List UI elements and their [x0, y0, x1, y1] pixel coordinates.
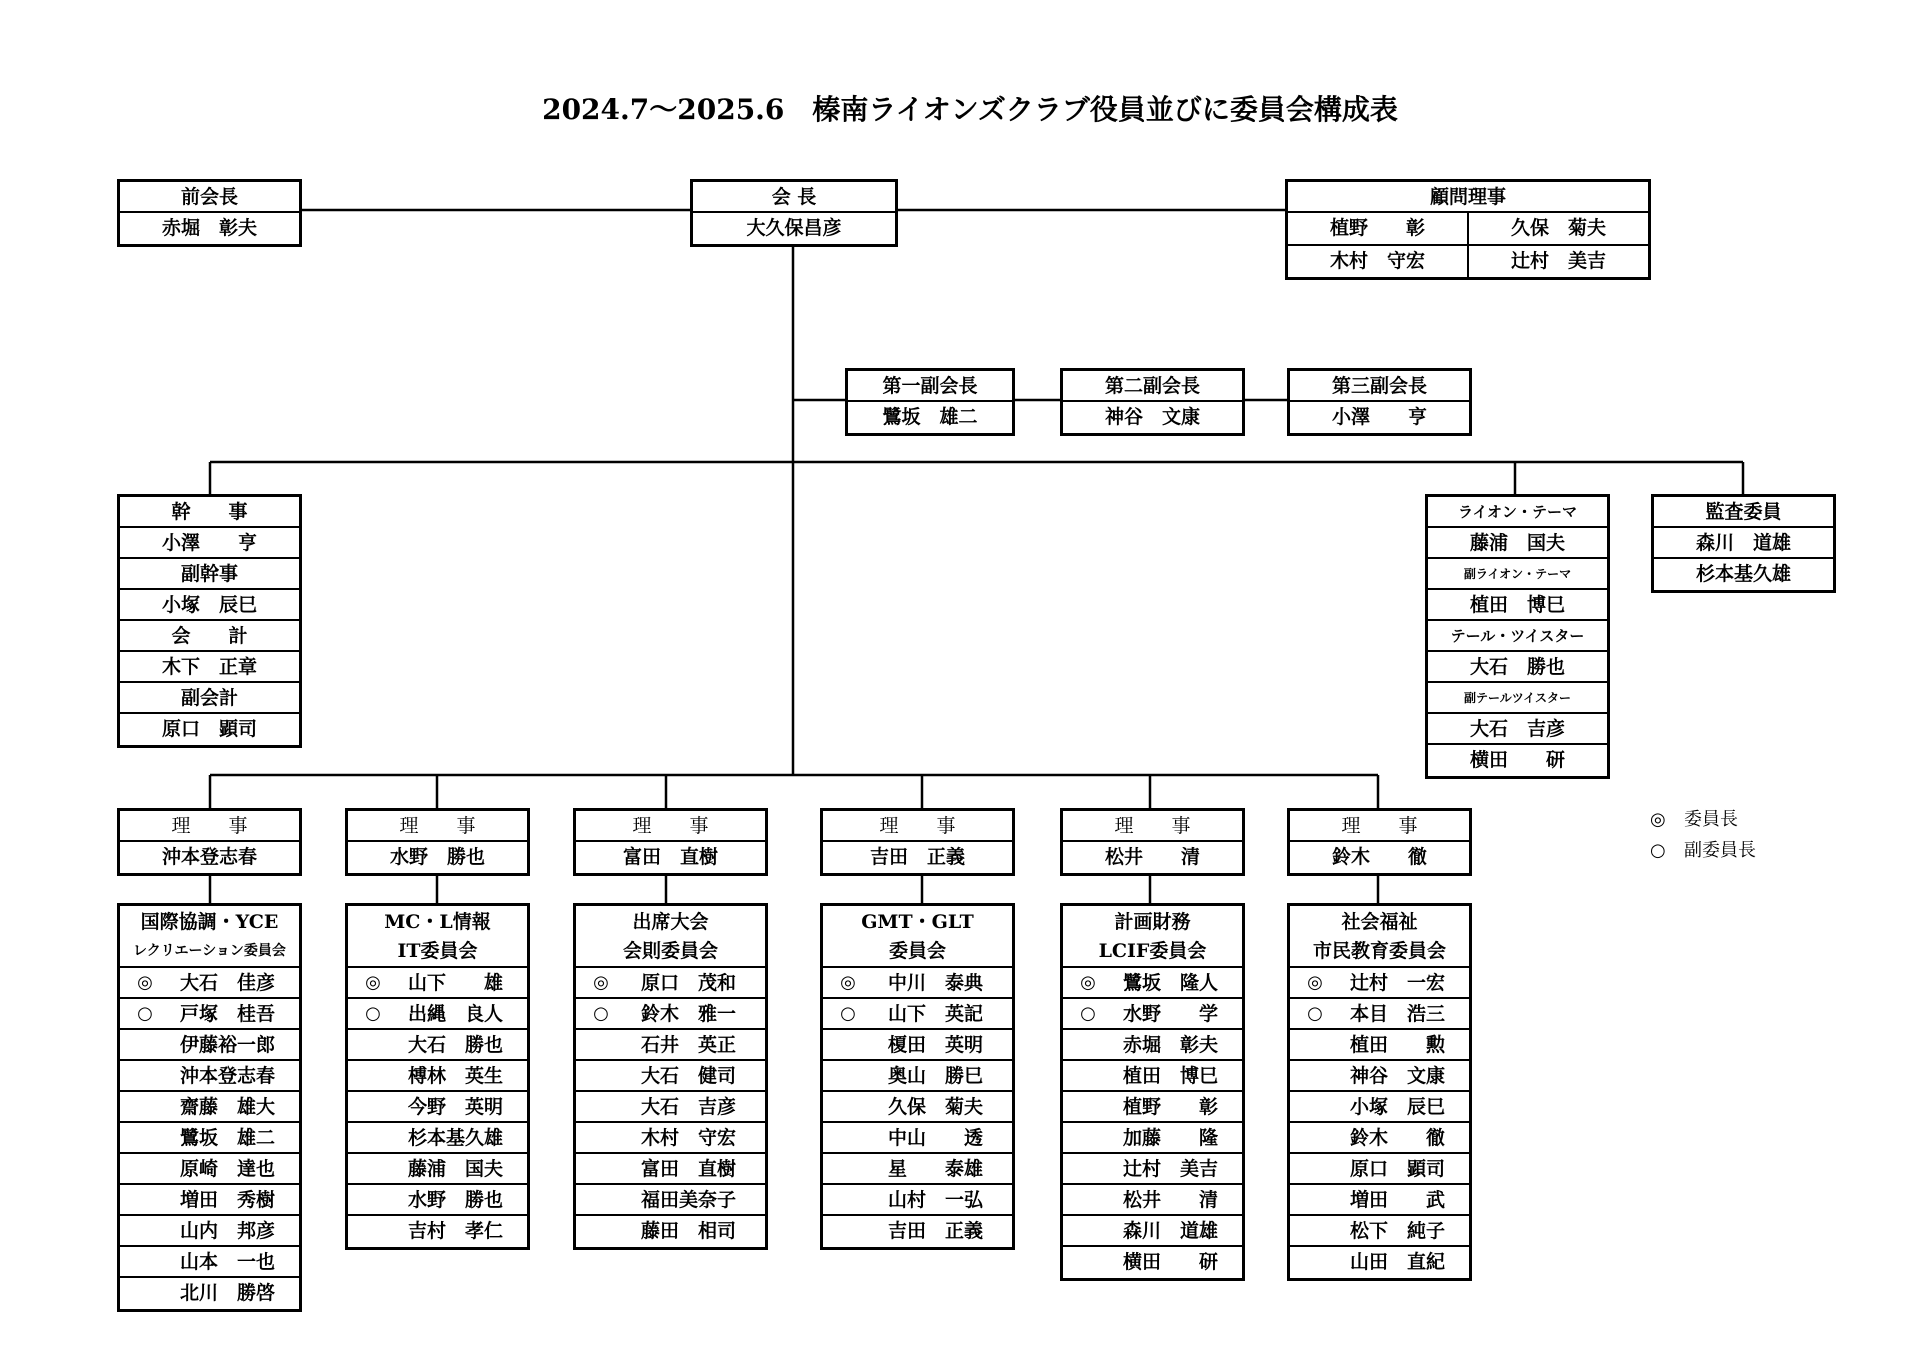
committee-member	[348, 999, 527, 1030]
director-name: 吉田 正義	[869, 846, 965, 868]
role-mark	[348, 1154, 398, 1183]
director-box	[573, 808, 768, 876]
lion-tamer-box	[1425, 494, 1610, 779]
committee-attendance-box	[573, 903, 768, 1250]
committee-member	[823, 1061, 1012, 1092]
director-name: 沖本登志春	[161, 846, 257, 868]
committee-member	[823, 1030, 1012, 1061]
past-president-name: 赤堀 彰夫	[161, 217, 257, 239]
committee-member	[120, 1216, 299, 1247]
tail-twister-role: テール・ツイスター	[1428, 621, 1607, 652]
role-mark	[1063, 1247, 1113, 1278]
committee-title-line1: 国際協調・YCE	[140, 911, 279, 933]
role-mark	[348, 1061, 398, 1090]
role-mark: ◎	[840, 972, 856, 993]
member-name: 松井 清	[1122, 1189, 1218, 1211]
role-mark	[1290, 1154, 1340, 1183]
advisor-name: 木村 守宏	[1288, 246, 1469, 277]
member-name: 鷺坂 雄二	[179, 1127, 275, 1149]
committee-member	[348, 1216, 527, 1247]
role-mark: ○	[137, 1003, 153, 1024]
committee-member	[120, 1061, 299, 1092]
director-role: 理 事	[348, 811, 527, 842]
role-mark: ◎	[365, 972, 381, 993]
role-mark	[348, 1030, 398, 1059]
role-mark: ○	[840, 1003, 856, 1024]
member-name: 大石 健司	[640, 1065, 736, 1087]
committee-member	[823, 1216, 1012, 1247]
committee-member	[120, 1247, 299, 1278]
lion-tamer-name: 藤浦 国夫	[1428, 528, 1607, 559]
lion-tamer-role: ライオン・テーマ	[1428, 497, 1607, 528]
director-box	[1287, 808, 1472, 876]
committee-member	[120, 1030, 299, 1061]
role-mark: ◎	[593, 972, 609, 993]
role-mark	[1063, 1154, 1113, 1183]
member-name: 辻村 一宏	[1349, 972, 1445, 994]
director-name: 水野 勝也	[389, 846, 485, 868]
role-mark: ◎	[1307, 972, 1323, 993]
committee-title-line2: IT委員会	[397, 940, 478, 962]
committee-title-line2: レクリエーション委員会	[133, 943, 286, 959]
committee-title-line1: MC・L情報	[384, 911, 491, 933]
role-mark	[348, 1123, 398, 1152]
member-name: 水野 勝也	[407, 1189, 503, 1211]
member-name: 吉村 孝仁	[407, 1220, 503, 1242]
role-mark	[823, 1123, 873, 1152]
role-mark	[576, 1154, 626, 1183]
role-mark	[823, 1185, 873, 1214]
role-mark	[823, 1030, 873, 1059]
vice-president-name: 鷺坂 雄二	[882, 406, 978, 428]
committee-title-line2: 委員会	[888, 940, 946, 962]
role-mark	[120, 1278, 170, 1309]
committee-finance-lcif-box	[1060, 903, 1245, 1281]
member-name: 石井 英正	[640, 1034, 736, 1056]
vice-president-role: 第二副会長	[1063, 371, 1242, 402]
member-name: 鈴木 雅一	[640, 1003, 736, 1025]
member-name: 中川 泰典	[887, 972, 983, 994]
committee-member	[1063, 1185, 1242, 1216]
member-name: 増田 秀樹	[179, 1189, 275, 1211]
role-mark	[120, 1030, 170, 1059]
committee-title	[120, 906, 299, 968]
member-name: 植田 勲	[1349, 1034, 1445, 1056]
committee-member	[1290, 1247, 1469, 1278]
vice-tail-twister-role: 副テールツイスター	[1428, 683, 1607, 714]
committee-member	[1290, 1216, 1469, 1247]
role-mark	[1290, 1030, 1340, 1059]
committee-member	[1290, 1092, 1469, 1123]
president-role: 会 長	[693, 182, 895, 213]
role-mark: ◎	[1080, 972, 1096, 993]
director-name: 鈴木 徹	[1331, 846, 1427, 868]
role-mark	[1063, 1216, 1113, 1245]
committee-gmt-glt-box	[820, 903, 1015, 1250]
advisor-name: 辻村 美吉	[1510, 250, 1606, 272]
treasurer-role: 会 計	[120, 621, 299, 652]
director-role: 理 事	[1063, 811, 1242, 842]
committee-welfare-box	[1287, 903, 1472, 1281]
committee-title	[823, 906, 1012, 968]
role-mark	[823, 1092, 873, 1121]
vice-tail-twister-name: 横田 研	[1469, 749, 1565, 771]
role-mark: ○	[365, 1003, 381, 1024]
secretary-name: 小澤 亨	[120, 528, 299, 559]
treasurer-name: 木下 正章	[120, 652, 299, 683]
role-mark	[120, 1123, 170, 1152]
role-mark	[823, 1154, 873, 1183]
committee-member	[1063, 1154, 1242, 1185]
role-mark	[348, 1216, 398, 1247]
committee-member	[576, 968, 765, 999]
member-name: 植田 博巳	[1122, 1065, 1218, 1087]
role-mark	[1063, 1092, 1113, 1121]
secretary-role: 幹 事	[120, 497, 299, 528]
committee-member	[348, 1154, 527, 1185]
member-name: 富田 直樹	[640, 1158, 736, 1180]
vice-treasurer-name: 原口 顕司	[161, 718, 257, 740]
member-name: 齋藤 雄大	[179, 1096, 275, 1118]
vice-treasurer-role: 副会計	[120, 683, 299, 714]
committee-member	[120, 1092, 299, 1123]
role-mark	[1063, 1185, 1113, 1214]
committee-member	[348, 1030, 527, 1061]
member-name: 福田美奈子	[640, 1189, 736, 1211]
role-mark	[120, 1154, 170, 1183]
role-mark	[120, 1061, 170, 1090]
role-mark	[120, 1092, 170, 1121]
role-mark	[1063, 1061, 1113, 1090]
committee-member	[823, 1185, 1012, 1216]
past-president-role: 前会長	[120, 182, 299, 213]
legend-vice-chair	[1650, 835, 1756, 866]
secretariat-box	[117, 494, 302, 748]
role-mark	[1290, 1185, 1340, 1214]
member-name: 榎田 英明	[887, 1034, 983, 1056]
vice-lion-tamer-name: 植田 博巳	[1428, 590, 1607, 621]
committee-title	[576, 906, 765, 968]
member-name: 加藤 隆	[1122, 1127, 1218, 1149]
auditors-role: 監査委員	[1654, 497, 1833, 528]
member-name: 小塚 辰巳	[1349, 1096, 1445, 1118]
committee-member	[1290, 1030, 1469, 1061]
committee-title-line1: GMT・GLT	[861, 911, 974, 933]
member-name: 中山 透	[887, 1127, 983, 1149]
member-name: 原口 茂和	[640, 972, 736, 994]
committee-member	[348, 1185, 527, 1216]
member-name: 出縄 良人	[407, 1003, 503, 1025]
vice-tail-twister-name: 大石 吉彦	[1428, 714, 1607, 745]
committee-international-box	[117, 903, 302, 1312]
committee-member	[823, 1092, 1012, 1123]
director-role: 理 事	[823, 811, 1012, 842]
committee-member	[1063, 1061, 1242, 1092]
past-president-box	[117, 179, 302, 247]
vice-secretary-role: 副幹事	[120, 559, 299, 590]
advisors-role: 顧問理事	[1288, 182, 1648, 213]
member-name: 鷺坂 隆人	[1122, 972, 1218, 994]
member-name: 山村 一弘	[887, 1189, 983, 1211]
legend	[1650, 804, 1756, 866]
first-vice-president-box	[845, 368, 1015, 436]
committee-member	[120, 1185, 299, 1216]
member-name: 神谷 文康	[1349, 1065, 1445, 1087]
committee-member	[348, 1092, 527, 1123]
committee-member	[1290, 999, 1469, 1030]
legend-symbol: ○	[1650, 840, 1666, 861]
third-vice-president-box	[1287, 368, 1472, 436]
committee-member	[1290, 1061, 1469, 1092]
committee-member	[576, 1092, 765, 1123]
member-name: 鈴木 徹	[1349, 1127, 1445, 1149]
role-mark	[1290, 1247, 1340, 1278]
member-name: 原口 顕司	[1349, 1158, 1445, 1180]
committee-member	[823, 1123, 1012, 1154]
committee-member	[1290, 1185, 1469, 1216]
legend-chair	[1650, 804, 1756, 835]
member-name: 沖本登志春	[179, 1065, 275, 1087]
committee-member	[576, 1123, 765, 1154]
member-name: 星 泰雄	[887, 1158, 983, 1180]
committee-member	[576, 1061, 765, 1092]
member-name: 大石 佳彦	[179, 972, 275, 994]
member-name: 赤堀 彰夫	[1122, 1034, 1218, 1056]
member-name: 水野 学	[1122, 1003, 1218, 1025]
director-role: 理 事	[120, 811, 299, 842]
page-title: 2024.7～2025.6 榛南ライオンズクラブ役員並びに委員会構成表	[542, 93, 1398, 126]
advisor-name: 久保 菊夫	[1510, 217, 1606, 239]
legend-label: 副委員長	[1684, 840, 1756, 861]
committee-title	[1290, 906, 1469, 968]
member-name: 藤浦 国夫	[407, 1158, 503, 1180]
advisors-box	[1285, 179, 1651, 280]
role-mark: ○	[593, 1003, 609, 1024]
member-name: 杉本基久雄	[407, 1127, 503, 1149]
committee-title-line2: 市民教育委員会	[1312, 940, 1446, 962]
role-mark	[1063, 1123, 1113, 1152]
committee-member	[1063, 1216, 1242, 1247]
member-name: 今野 英明	[407, 1096, 503, 1118]
role-mark	[576, 1123, 626, 1152]
committee-member	[1290, 1154, 1469, 1185]
member-name: 松下 純子	[1349, 1220, 1445, 1242]
director-box	[117, 808, 302, 876]
legend-label: 委員長	[1684, 809, 1738, 830]
committee-member	[120, 1123, 299, 1154]
director-box	[820, 808, 1015, 876]
role-mark	[1290, 1123, 1340, 1152]
member-name: 山下 英記	[887, 1003, 983, 1025]
committee-member	[1290, 1123, 1469, 1154]
role-mark	[1290, 1092, 1340, 1121]
member-name: 本目 浩三	[1349, 1003, 1445, 1025]
director-name: 松井 清	[1104, 846, 1200, 868]
member-name: 大石 勝也	[407, 1034, 503, 1056]
committee-member	[348, 968, 527, 999]
member-name: 榑林 英生	[407, 1065, 503, 1087]
member-name: 山下 雄	[407, 972, 503, 994]
committee-member	[348, 1061, 527, 1092]
member-name: 北川 勝啓	[179, 1282, 275, 1304]
member-name: 山内 邦彦	[179, 1220, 275, 1242]
committee-title	[1063, 906, 1242, 968]
committee-member	[576, 1185, 765, 1216]
role-mark	[1063, 1030, 1113, 1059]
committee-member	[1063, 1247, 1242, 1278]
committee-member	[576, 1154, 765, 1185]
committee-mcl-it-box	[345, 903, 530, 1250]
auditors-box	[1651, 494, 1836, 593]
role-mark	[120, 1216, 170, 1245]
member-name: 山田 直紀	[1349, 1251, 1445, 1273]
committee-member	[823, 999, 1012, 1030]
vice-president-name: 神谷 文康	[1104, 406, 1200, 428]
role-mark	[576, 1030, 626, 1059]
president-box	[690, 179, 898, 247]
committee-title-line1: 社会福祉	[1341, 911, 1418, 933]
member-name: 戸塚 桂吾	[179, 1003, 275, 1025]
role-mark	[348, 1092, 398, 1121]
committee-member	[1063, 1123, 1242, 1154]
committee-title	[348, 906, 527, 968]
director-box	[1060, 808, 1245, 876]
director-name: 富田 直樹	[622, 846, 718, 868]
vice-president-name: 小澤 亨	[1331, 406, 1427, 428]
director-role: 理 事	[1290, 811, 1469, 842]
vice-president-role: 第三副会長	[1290, 371, 1469, 402]
committee-member	[120, 1278, 299, 1309]
committee-member	[1063, 968, 1242, 999]
role-mark	[576, 1185, 626, 1214]
director-role: 理 事	[576, 811, 765, 842]
committee-member	[576, 1216, 765, 1247]
role-mark	[576, 1061, 626, 1090]
committee-member	[1063, 999, 1242, 1030]
committee-title-line2: LCIF委員会	[1098, 940, 1207, 962]
role-mark	[348, 1185, 398, 1214]
committee-member	[1290, 968, 1469, 999]
committee-title-line1: 出席大会	[632, 911, 709, 933]
director-box	[345, 808, 530, 876]
member-name: 山本 一也	[179, 1251, 275, 1273]
committee-member	[1063, 1030, 1242, 1061]
member-name: 伊藤裕一郎	[179, 1034, 275, 1056]
member-name: 木村 守宏	[640, 1127, 736, 1149]
vice-president-role: 第一副会長	[848, 371, 1012, 402]
role-mark: ◎	[137, 972, 153, 993]
role-mark	[1290, 1216, 1340, 1245]
committee-member	[348, 1123, 527, 1154]
member-name: 大石 吉彦	[640, 1096, 736, 1118]
role-mark	[120, 1185, 170, 1214]
member-name: 奥山 勝巳	[887, 1065, 983, 1087]
committee-member	[120, 999, 299, 1030]
committee-member	[1063, 1092, 1242, 1123]
member-name: 藤田 相司	[640, 1220, 736, 1242]
committee-member	[120, 1154, 299, 1185]
role-mark	[576, 1216, 626, 1247]
role-mark: ○	[1080, 1003, 1096, 1024]
member-name: 吉田 正義	[887, 1220, 983, 1242]
member-name: 増田 武	[1349, 1189, 1445, 1211]
member-name: 原崎 達也	[179, 1158, 275, 1180]
member-name: 植野 彰	[1122, 1096, 1218, 1118]
committee-member	[576, 999, 765, 1030]
member-name: 久保 菊夫	[887, 1096, 983, 1118]
legend-symbol: ◎	[1650, 809, 1666, 830]
role-mark	[576, 1092, 626, 1121]
auditor-name: 森川 道雄	[1654, 528, 1833, 559]
tail-twister-name: 大石 勝也	[1428, 652, 1607, 683]
role-mark	[823, 1061, 873, 1090]
committee-title-line2: 会則委員会	[622, 940, 718, 962]
role-mark	[1290, 1061, 1340, 1090]
advisor-name: 植野 彰	[1288, 213, 1469, 244]
second-vice-president-box	[1060, 368, 1245, 436]
committee-member	[823, 1154, 1012, 1185]
member-name: 横田 研	[1122, 1251, 1218, 1273]
role-mark	[823, 1216, 873, 1247]
auditor-name: 杉本基久雄	[1695, 563, 1791, 585]
vice-lion-tamer-role: 副ライオン・テーマ	[1428, 559, 1607, 590]
vice-secretary-name: 小塚 辰巳	[120, 590, 299, 621]
president-name: 大久保昌彦	[746, 217, 842, 239]
committee-member	[823, 968, 1012, 999]
committee-member	[576, 1030, 765, 1061]
committee-title-line1: 計画財務	[1114, 911, 1191, 933]
member-name: 辻村 美吉	[1122, 1158, 1218, 1180]
committee-member	[120, 968, 299, 999]
role-mark: ○	[1307, 1003, 1323, 1024]
role-mark	[120, 1247, 170, 1276]
member-name: 森川 道雄	[1122, 1220, 1218, 1242]
